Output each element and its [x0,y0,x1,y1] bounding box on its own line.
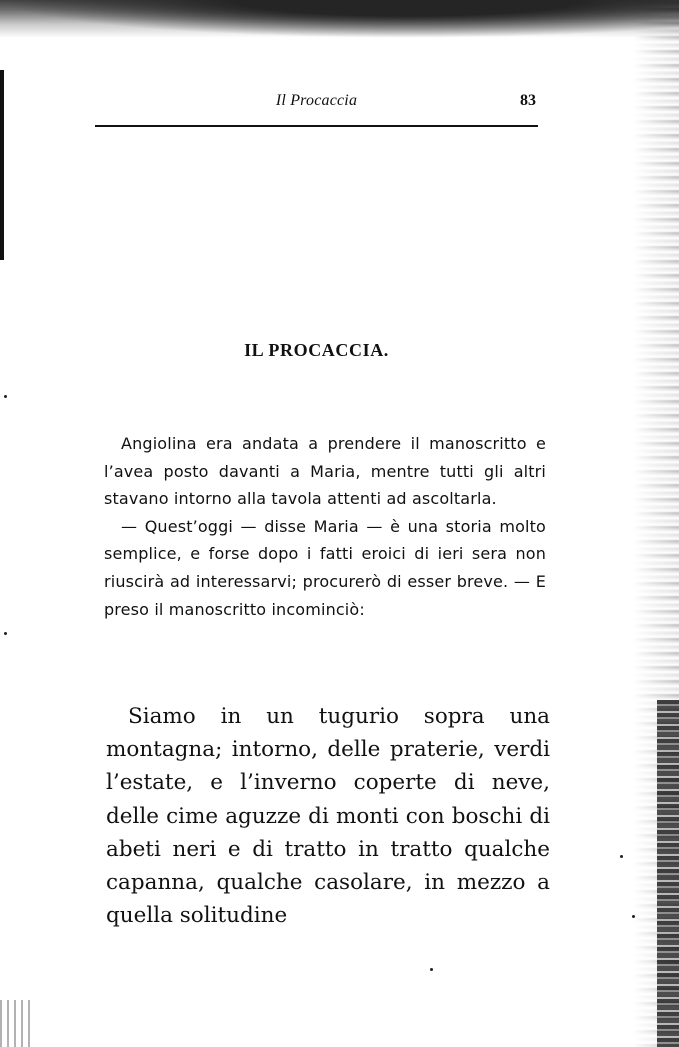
intro-text [104,430,546,623]
scan-speck [430,968,433,971]
scan-speck [620,855,623,858]
scan-edge-top [0,0,679,38]
header-rule [95,125,538,127]
scan-speck [4,632,7,635]
scan-speck [4,395,7,398]
chapter-title: IL PROCACCIA. [244,340,389,360]
running-title: Il Procaccia [275,92,358,109]
scan-edge-left [0,70,4,260]
story-text [106,700,550,932]
scan-speck [632,915,635,918]
running-head [95,92,538,118]
intro-paragraph: — Quest’oggi — disse Maria — è una storia molto semplice, e forse dopo i fatti eroici di ieri sera non riuscirà ad interessarvi; procurerò di esser breve. — E preso il manoscritto incominciò: [104,516,546,619]
intro-paragraph: Angiolina era andata a prendere il manoscritto e l’avea posto davanti a Maria, mentre tutti gli altri stavano intorno alla tavola attenti ad ascoltarla. [104,434,546,509]
story-paragraph: Siamo in un tugurio sopra una montagna; intorno, delle praterie, verdi l’estate, e l’inverno coperte di neve, delle cime aguzze di monti con boschi di abeti neri e di tratto in tratto qualche capanna, qualche casolare, in mezzo a quella solitudine [106,704,550,929]
scan-edge-left-bottom [0,1000,30,1047]
scan-edge-right-dark [657,700,679,1047]
page-number: 83 [520,92,536,109]
